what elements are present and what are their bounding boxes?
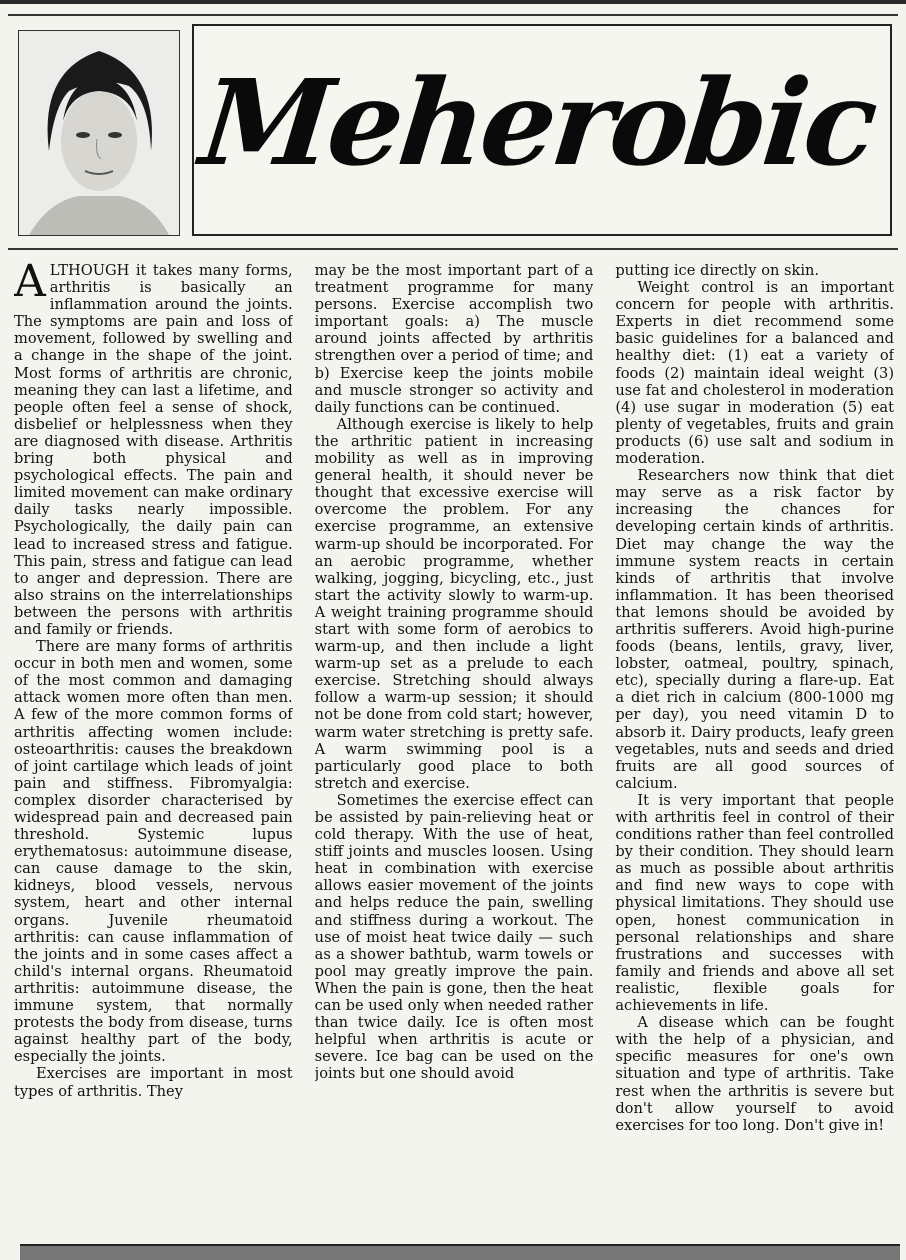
paragraph: Weight control is an important concern for people with arthritis. Experts in diet recommend some basic guidelines for a balanced and healthy diet: (1) eat a variety of foods (2) maintain ideal weight (3) use fat and cholesterol in moderation (4) use sugar in moderation (5) eat plenty of vegetables, fruits and grain products (6) use salt and sodium in moderation. — [615, 279, 895, 468]
portrait-icon — [19, 31, 179, 235]
drop-cap: A — [14, 262, 46, 307]
paragraph: Researchers now think that diet may serve as a risk factor by increasing the chances for developing certain kinds of arthritis. Diet may change the way the immune system reacts in certain kinds of arthritis that involve inflammation. It has been theorised that lemons should be avoided by arthritis sufferers. Avoid high-purine foods (beans, lentils, gravy, liver, lobster, oatmeal, poultry, spinach, etc), specially during a flare-up. Eat a diet rich in calcium (800-1000 mg per day), you need vitamin D to absorb it. Dairy products, leafy green vegetables, nuts and seeds and dried fruits are all good sources of calcium. — [615, 467, 895, 792]
column-1 — [14, 262, 293, 1237]
paragraph: It is very important that people with arthritis feel in control of their conditions rather than feel controlled by their condition. They should learn as much as possible about arthritis and find new ways to cope with physical limitations. They should use open, honest communication in personal relationships and share frustrations and successes with family and friends and above all set realistic, flexible goals for achievements in life. — [615, 791, 895, 1015]
column-header — [8, 14, 898, 250]
masthead-box — [192, 24, 892, 236]
column-2 — [315, 262, 594, 1237]
article-body — [14, 262, 894, 1237]
paragraph: ALTHOUGH it takes many forms, arthritis is basically an inflammation around the joints. The symptoms are pain and loss of movement, followed by swelling and a change in the shape of the joint. Most forms of arthritis are chronic, meaning they can last a lifetime, and people often feel a sense of shock, disbelief or helplessness when they are diagnosed with disease. Arthritis bring both physical and psychological effects. The pain and limited movement can make ordinary daily tasks nearly impossible. Psychologically, the daily pain can lead to increased stress and fatigue. This pain, stress and fatigue can lead to anger and depression. There are also strains on the interrelationships between the persons with arthritis and family or friends. — [14, 262, 293, 638]
columnist-photo — [18, 30, 180, 236]
paragraph: may be the most important part of a treatment programme for many persons. Exercise accomplish two important goals: a) The muscle around joints affected by arthritis strengthen over a period of time; and b) Exercise keep the joints mobile and muscle stronger so activity and daily functions can be continued. — [314, 262, 594, 416]
column-3 — [615, 262, 894, 1237]
top-rule — [0, 0, 906, 4]
paragraph: There are many forms of arthritis occur in both men and women, some of the most common and damaging attack women more often than men. A few of the more common forms of arthritis affecting women include: osteoarthritis: causes the breakdown of joint cartilage which leads of joint pain and stiffness. Fibromyalgia: complex disorder characterised by widespread pain and decreased pain threshold. Systemic lupus erythematosus: autoimmune disease, can cause damage to the skin, kidneys, blood vessels, nervous system, heart and other internal organs. Juvenile rheumatoid arthritis: can cause inflammation of the joints and in some cases affect a child's internal organs. Rheumatoid arthritis: autoimmune disease, the immune system, that normally protests the body from disease, turns against healthy part of the body, especially the joints. — [14, 638, 293, 1066]
paragraph: Although exercise is likely to help the arthritic patient in increasing mobility as well as in improving general health, it should never be thought that excessive exercise will overcome the problem. For any exercise programme, an extensive warm-up should be incorporated. For an aerobic programme, whether walking, jogging, bicycling, etc., just start the activity slowly to warm-up. A weight training programme should start with some form of aerobics to warm-up, and then include a light warm-up set as a prelude to each exercise. Stretching should always follow a warm-up session; it should not be done from cold start; however, warm water stretching is pretty safe. A warm swimming pool is a particularly good place to both stretch and exercise. — [314, 415, 594, 792]
paragraph: Sometimes the exercise effect can be assisted by pain-relieving heat or cold therapy. With the use of heat, stiff joints and muscles loosen. Using heat in combination with exercise allows easier movement of the joints and helps reduce the pain, swelling and stiffness during a workout. The use of moist heat twice daily — such as a shower bathtub, warm towels or pool may greatly improve the pain. When the pain is gone, then the heat can be used only when needed rather than twice daily. Ice is often most helpful when arthritis is acute or severe. Ice bag can be used on the joints but one should avoid — [314, 791, 594, 1083]
paragraph: putting ice directly on skin. — [615, 262, 820, 279]
paragraph: Exercises are important in most types of arthritis. They — [14, 1065, 293, 1100]
masthead-title: Meherobic — [194, 53, 880, 192]
paragraph: A disease which can be fought with the help of a physician, and specific measures for one's own situation and type of arthritis. Take rest when the arthritis is severe but don't allow yourself to avoid exercises for too long. Don't give in! — [615, 1014, 895, 1134]
